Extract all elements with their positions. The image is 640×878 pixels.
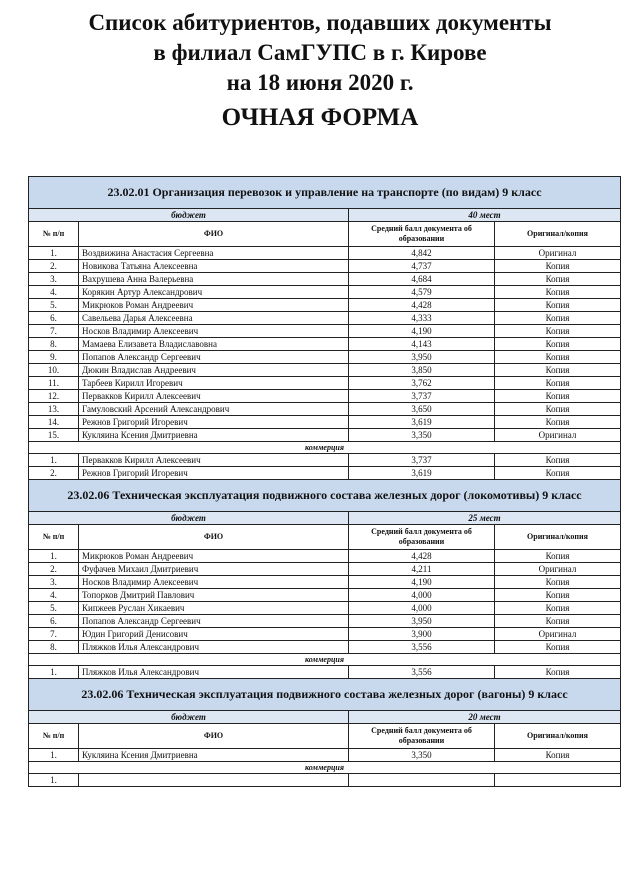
- average-score: 3,737: [349, 454, 495, 467]
- row-number: 7.: [29, 628, 79, 641]
- average-score: 4,684: [349, 273, 495, 286]
- col-header-score: Средний балл документа об образовании: [349, 724, 495, 749]
- document-type: Копия: [495, 641, 621, 654]
- table-row: [29, 247, 621, 260]
- average-score: 4,000: [349, 602, 495, 615]
- table-row: [29, 550, 621, 563]
- average-score: 3,619: [349, 467, 495, 480]
- row-number: 1.: [29, 454, 79, 467]
- col-header-num: № п/п: [29, 222, 79, 247]
- average-score: 3,350: [349, 429, 495, 442]
- row-number: 10.: [29, 364, 79, 377]
- applicant-name: Первакков Кирилл Алексеевич: [79, 390, 349, 403]
- applicants-table: [28, 176, 621, 787]
- col-header-fio: ФИО: [79, 724, 349, 749]
- document-type: Копия: [495, 390, 621, 403]
- applicant-name: Мамаева Елизавета Владиславовна: [79, 338, 349, 351]
- col-header-fio: ФИО: [79, 525, 349, 550]
- row-number: 1.: [29, 550, 79, 563]
- applicant-name: Корякин Артур Александрович: [79, 286, 349, 299]
- table-row: [29, 666, 621, 679]
- table-row: [29, 749, 621, 762]
- table-row: [29, 403, 621, 416]
- specialty-header-row: [29, 679, 621, 711]
- row-number: 2.: [29, 563, 79, 576]
- table-row: [29, 615, 621, 628]
- document-type: Оригинал: [495, 563, 621, 576]
- col-header-orig: Оригинал/копия: [495, 222, 621, 247]
- row-number: 6.: [29, 312, 79, 325]
- row-number: 15.: [29, 429, 79, 442]
- applicant-name: Кипжеев Руслан Хикаевич: [79, 602, 349, 615]
- applicant-name: Топорков Дмитрий Павлович: [79, 589, 349, 602]
- column-header-row: [29, 222, 621, 247]
- budget-band-row: [29, 711, 621, 724]
- commercial-band-row: [29, 442, 621, 454]
- row-number: 3.: [29, 576, 79, 589]
- row-number: 12.: [29, 390, 79, 403]
- specialty-header-row: [29, 177, 621, 209]
- col-header-orig: Оригинал/копия: [495, 724, 621, 749]
- average-score: 3,850: [349, 364, 495, 377]
- document-type: Копия: [495, 351, 621, 364]
- commercial-band-row: [29, 654, 621, 666]
- table-row: [29, 260, 621, 273]
- row-number: 5.: [29, 299, 79, 312]
- applicant-name: Воздвижина Анастасия Сергеевна: [79, 247, 349, 260]
- applicant-name: Пляжков Илья Александрович: [79, 641, 349, 654]
- document-type: Оригинал: [495, 628, 621, 641]
- applicant-name: Савельева Дарья Алексеевна: [79, 312, 349, 325]
- applicant-name: Носков Владимир Алексеевич: [79, 325, 349, 338]
- table-row: [29, 467, 621, 480]
- row-number: 1.: [29, 749, 79, 762]
- budget-label: бюджет: [29, 711, 349, 724]
- commercial-label: коммерция: [29, 654, 621, 666]
- average-score: 3,556: [349, 666, 495, 679]
- table-row: [29, 454, 621, 467]
- row-number: 1.: [29, 774, 79, 787]
- applicant-name: Фуфачев Михаил Дмитриевич: [79, 563, 349, 576]
- commercial-band-row: [29, 762, 621, 774]
- row-number: 8.: [29, 641, 79, 654]
- row-number: 1.: [29, 247, 79, 260]
- title-line-1: Список абитуриентов, подавших документы: [88, 10, 552, 35]
- table-row: [29, 390, 621, 403]
- average-score: 3,650: [349, 403, 495, 416]
- row-number: 4.: [29, 286, 79, 299]
- col-header-num: № п/п: [29, 525, 79, 550]
- average-score: 3,900: [349, 628, 495, 641]
- document-type: Копия: [495, 602, 621, 615]
- table-row: [29, 563, 621, 576]
- table-row: [29, 429, 621, 442]
- average-score: 4,190: [349, 325, 495, 338]
- row-number: 1.: [29, 666, 79, 679]
- applicant-name: Дюкин Владислав Андреевич: [79, 364, 349, 377]
- document-type: Копия: [495, 749, 621, 762]
- average-score: 3,556: [349, 641, 495, 654]
- table-row: [29, 576, 621, 589]
- average-score: 3,619: [349, 416, 495, 429]
- document-type: Копия: [495, 260, 621, 273]
- document-type: [495, 774, 621, 787]
- document-type: Копия: [495, 312, 621, 325]
- table-row: [29, 286, 621, 299]
- average-score: 3,737: [349, 390, 495, 403]
- document-type: Копия: [495, 377, 621, 390]
- col-header-fio: ФИО: [79, 222, 349, 247]
- budget-band-row: [29, 512, 621, 525]
- col-header-score: Средний балл документа об образовании: [349, 222, 495, 247]
- applicant-name: Попапов Александр Сергеевич: [79, 615, 349, 628]
- document-type: Копия: [495, 286, 621, 299]
- table-row: [29, 299, 621, 312]
- places-label: 40 мест: [349, 209, 621, 222]
- document-header: [0, 8, 640, 135]
- average-score: 4,842: [349, 247, 495, 260]
- applicant-name: Юдин Григорий Денисович: [79, 628, 349, 641]
- document-type: Копия: [495, 666, 621, 679]
- row-number: 14.: [29, 416, 79, 429]
- budget-band-row: [29, 209, 621, 222]
- applicant-name: [79, 774, 349, 787]
- row-number: 5.: [29, 602, 79, 615]
- average-score: 3,950: [349, 351, 495, 364]
- document-type: Копия: [495, 325, 621, 338]
- table-row: [29, 377, 621, 390]
- document-type: Копия: [495, 273, 621, 286]
- applicant-name: Тарбеев Кирилл Игоревич: [79, 377, 349, 390]
- applicant-name: Режнов Григорий Игоревич: [79, 416, 349, 429]
- table-row: [29, 338, 621, 351]
- document-type: Оригинал: [495, 429, 621, 442]
- table-row: [29, 628, 621, 641]
- specialty-header-row: [29, 480, 621, 512]
- applicant-name: Кукляина Ксения Дмитриевна: [79, 429, 349, 442]
- row-number: 8.: [29, 338, 79, 351]
- title-line-2: в филиал СамГУПС в г. Кирове: [153, 40, 487, 65]
- applicant-name: Режнов Григорий Игоревич: [79, 467, 349, 480]
- col-header-score: Средний балл документа об образовании: [349, 525, 495, 550]
- average-score: 4,000: [349, 589, 495, 602]
- budget-label: бюджет: [29, 209, 349, 222]
- row-number: 4.: [29, 589, 79, 602]
- row-number: 11.: [29, 377, 79, 390]
- document-type: Копия: [495, 338, 621, 351]
- commercial-label: коммерция: [29, 762, 621, 774]
- applicant-name: Микрюков Роман Андреевич: [79, 550, 349, 563]
- applicant-name: Первакков Кирилл Алексеевич: [79, 454, 349, 467]
- row-number: 7.: [29, 325, 79, 338]
- average-score: 4,333: [349, 312, 495, 325]
- specialty-title: 23.02.06 Техническая эксплуатация подвижного состава железных дорог (вагоны) 9 класс: [29, 679, 621, 711]
- average-score: 4,143: [349, 338, 495, 351]
- table-row: [29, 602, 621, 615]
- applicant-name: Кукляина Ксения Дмитриевна: [79, 749, 349, 762]
- document-type: Копия: [495, 576, 621, 589]
- applicant-name: Пляжков Илья Александрович: [79, 666, 349, 679]
- average-score: 4,428: [349, 299, 495, 312]
- document-type: Копия: [495, 403, 621, 416]
- budget-label: бюджет: [29, 512, 349, 525]
- row-number: 6.: [29, 615, 79, 628]
- column-header-row: [29, 724, 621, 749]
- average-score: 4,737: [349, 260, 495, 273]
- specialty-title: 23.02.01 Организация перевозок и управление на транспорте (по видам) 9 класс: [29, 177, 621, 209]
- study-form-title: ОЧНАЯ ФОРМА: [221, 104, 419, 131]
- row-number: 2.: [29, 260, 79, 273]
- row-number: 2.: [29, 467, 79, 480]
- document-type: Копия: [495, 416, 621, 429]
- applicant-name: Микрюков Роман Андреевич: [79, 299, 349, 312]
- table-row: [29, 312, 621, 325]
- document-type: Копия: [495, 467, 621, 480]
- table-row: [29, 416, 621, 429]
- commercial-label: коммерция: [29, 442, 621, 454]
- document-type: Копия: [495, 550, 621, 563]
- average-score: 4,211: [349, 563, 495, 576]
- row-number: 3.: [29, 273, 79, 286]
- applicant-name: Попапов Александр Сергеевич: [79, 351, 349, 364]
- average-score: 3,350: [349, 749, 495, 762]
- applicant-name: Носков Владимир Алексеевич: [79, 576, 349, 589]
- table-row: [29, 364, 621, 377]
- table-row: [29, 641, 621, 654]
- document-type: Копия: [495, 454, 621, 467]
- table-row: [29, 589, 621, 602]
- places-label: 20 мест: [349, 711, 621, 724]
- average-score: 3,950: [349, 615, 495, 628]
- table-row: [29, 774, 621, 787]
- average-score: 4,190: [349, 576, 495, 589]
- column-header-row: [29, 525, 621, 550]
- average-score: [349, 774, 495, 787]
- table-row: [29, 273, 621, 286]
- col-header-num: № п/п: [29, 724, 79, 749]
- specialty-title: 23.02.06 Техническая эксплуатация подвижного состава железных дорог (локомотивы) 9 класс: [29, 480, 621, 512]
- document-type: Копия: [495, 615, 621, 628]
- document-type: Копия: [495, 299, 621, 312]
- title-date: на 18 июня 2020 г.: [226, 70, 414, 95]
- average-score: 4,579: [349, 286, 495, 299]
- table-row: [29, 325, 621, 338]
- col-header-orig: Оригинал/копия: [495, 525, 621, 550]
- document-type: Копия: [495, 589, 621, 602]
- table-row: [29, 351, 621, 364]
- average-score: 4,428: [349, 550, 495, 563]
- average-score: 3,762: [349, 377, 495, 390]
- applicant-name: Новикова Татьяна Алексеевна: [79, 260, 349, 273]
- applicant-name: Гамуловский Арсений Александрович: [79, 403, 349, 416]
- row-number: 9.: [29, 351, 79, 364]
- document-type: Оригинал: [495, 247, 621, 260]
- places-label: 25 мест: [349, 512, 621, 525]
- row-number: 13.: [29, 403, 79, 416]
- applicant-name: Вахрушева Анна Валерьевна: [79, 273, 349, 286]
- document-type: Копия: [495, 364, 621, 377]
